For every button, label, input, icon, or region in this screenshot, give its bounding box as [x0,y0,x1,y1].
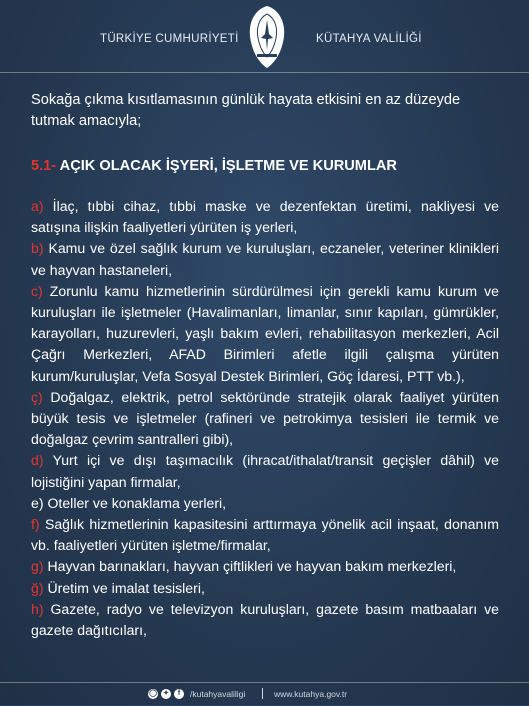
item-text: Doğalgaz, elektrik, petrol sektöründe stratejik olarak faaliyet yürüten büyük tesis ve işletmeler (rafineri ve petrokimya tesisleri ile termik ve doğalgaz çevrim santralleri gibi), [31,388,499,448]
list-item [31,493,499,514]
item-text: Yurt içi ve dışı taşımacılık (ihracat/ithalat/transit geçişler dâhil) ve lojistiğini yapan firmalar, [31,452,499,490]
page-header [0,0,529,73]
list-item [31,450,499,492]
item-marker: d) [31,452,44,469]
section-number: 5.1- [31,158,57,174]
list-item [31,238,499,280]
list-item [31,281,499,387]
twitter-icon[interactable]: ✦ [161,689,171,699]
list-item [31,196,499,238]
item-marker: f) [31,516,40,533]
item-marker: b) [31,240,44,257]
governorate-seal-icon [247,4,287,70]
header-left-title: TÜRKİYE CUMHURİYETİ [100,33,239,45]
item-text: Sağlık hizmetlerinin kapasitesini arttırmaya yönelik acil inşaat, donanım vb. faaliyetleri yürüten işletme/firmalar, [31,516,499,554]
item-marker: a) [31,198,44,214]
item-text: Üretim ve imalat tesisleri, [47,579,205,596]
social-handle[interactable]: /kutahyavaliligi [190,689,246,699]
intro-paragraph: Sokağa çıkma kısıtlamasının günlük hayata etkisini en az düzeyde tutmak amacıyla; [31,92,461,129]
list-item [31,556,499,577]
item-marker: c) [31,282,43,299]
item-list [31,196,499,641]
item-marker: h) [31,600,44,617]
item-marker: g) [31,558,44,575]
item-marker: e) [31,494,44,511]
list-item [31,514,499,556]
list-item [31,578,499,599]
item-marker: ğ) [31,579,44,596]
social-icons [148,689,184,699]
instagram-icon[interactable]: ◯ [149,690,157,697]
header-right-title: KÜTAHYA VALİLİĞİ [316,33,422,45]
item-marker: ç) [31,388,43,405]
footer-divider [262,688,263,699]
item-text: Oteller ve konaklama yerleri, [47,494,227,511]
item-text: Zorunlu kamu hizmetlerinin sürdürülmesi için gerekli kamu kurum ve kuruluşları ile işletmeler (Havalimanları, limanlar, sınır kapıları, gümrükler, karayolları, huzurevleri, yaşlı bakım evleri, rehabilitasyon merkezleri, Acil Çağrı Merkezleri, AFAD Birimleri afetle ilgili çalışma yürüten kurum/kuruluşlar, Vefa Sosyal Destek Birimleri, Göç İdaresi, PTT vb.), [31,282,499,384]
list-item [31,599,499,641]
list-item [31,387,499,451]
website-link[interactable]: www.kutahya.gov.tr [274,689,348,699]
item-text: İlaç, tıbbi cihaz, tıbbi maske ve dezenfektan üretimi, nakliyesi ve satışına ilişkin faaliyetleri yürüten iş yerleri, [31,198,499,236]
section-heading [31,156,499,176]
item-text: Hayvan barınakları, hayvan çiftlikleri ve hayvan bakım merkezleri, [47,558,457,575]
section-title: AÇIK OLACAK İŞYERİ, İŞLETME VE KURUMLAR [59,158,397,174]
facebook-icon[interactable]: f [174,689,184,699]
item-text: Gazete, radyo ve televizyon kuruluşları, gazete basım matbaaları ve gazete dağıtıcıları, [31,600,500,639]
page-footer [0,682,529,706]
document-body [31,90,499,641]
item-text: Kamu ve özel sağlık kurum ve kuruluşları, eczaneler, veteriner klinikleri ve hayvan hastaneleri, [31,240,499,278]
